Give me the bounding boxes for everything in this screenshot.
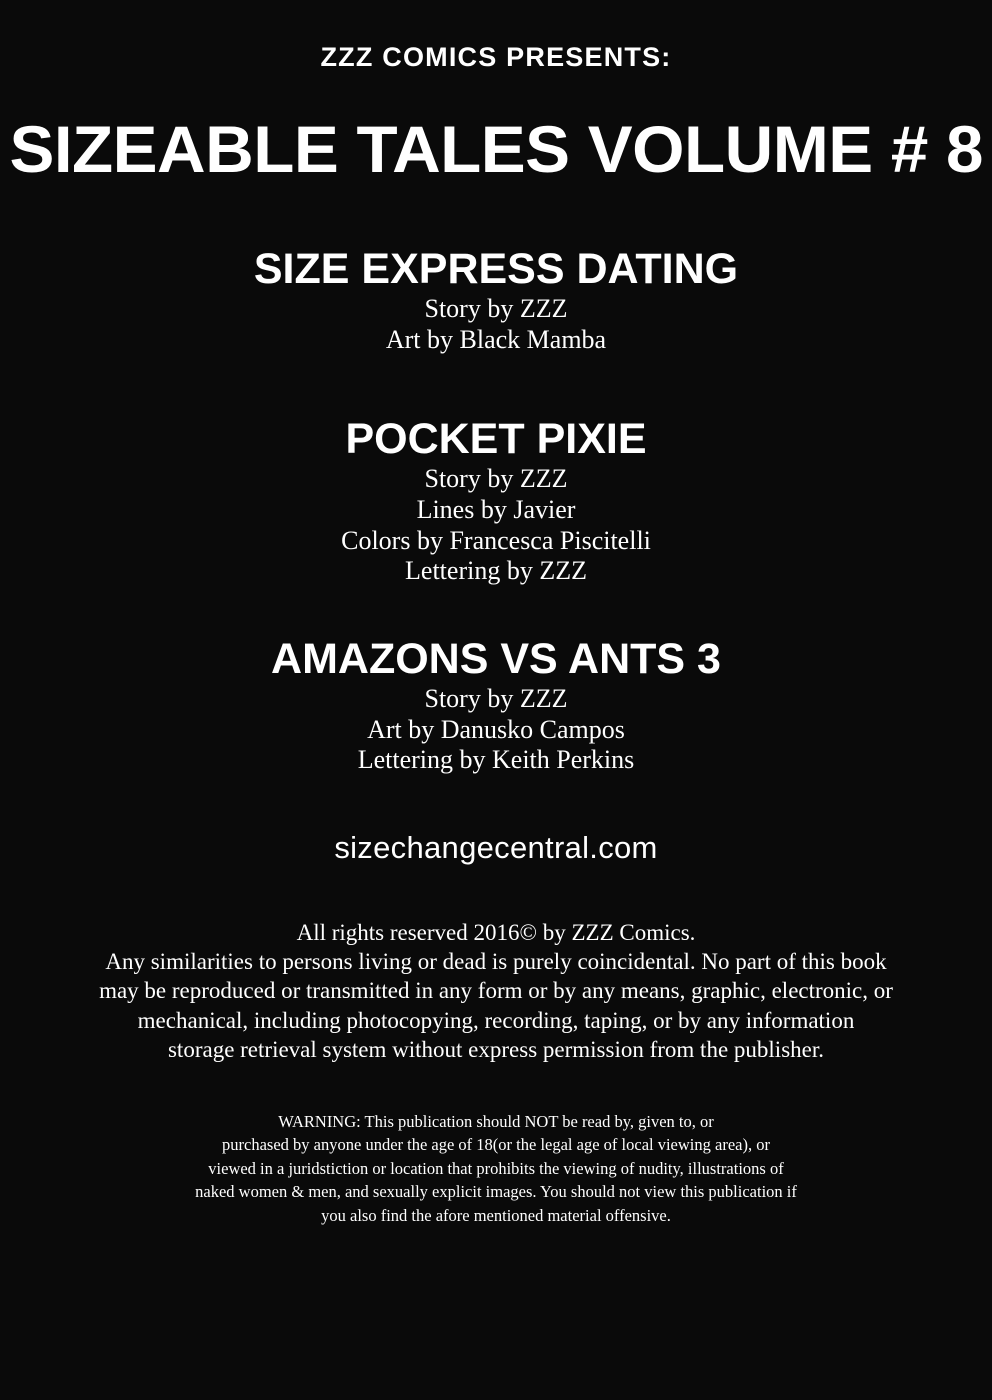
story-credits-block [0, 245, 992, 355]
credit-line: Story by ZZZ [424, 684, 568, 714]
age-warning-notice [146, 1110, 846, 1227]
copyright-line: may be reproduced or transmitted in any form or by any means, graphic, electronic, or [99, 978, 893, 1004]
warning-line: naked women & men, and sexually explicit images. You should not view this publication if [195, 1182, 797, 1202]
credit-line: Art by Black Mamba [385, 324, 607, 354]
copyright-line: All rights reserved 2016© by ZZZ Comics. [296, 920, 696, 946]
copyright-line: mechanical, including photocopying, recording, taping, or by any information [137, 1007, 855, 1033]
story-credits-block [0, 415, 992, 587]
credit-line: Story by ZZZ [424, 294, 568, 323]
story-credits-block [0, 635, 992, 776]
warning-line: WARNING: This publication should NOT be read by, given to, or [278, 1112, 714, 1132]
credit-line: Lettering by Keith Perkins [357, 745, 635, 775]
copyright-notice [66, 918, 926, 1064]
story-title: POCKET PIXIE [345, 415, 647, 464]
credit-line: Story by ZZZ [424, 464, 568, 494]
warning-line: viewed in a juridstiction or location that prohibits the viewing of nudity, illustrations of [208, 1158, 784, 1178]
copyright-line: storage retrieval system without express permission from the publisher. [167, 1036, 824, 1062]
story-title: SIZE EXPRESS DATING [253, 245, 739, 293]
warning-line: purchased by anyone under the age of 18(or the legal age of local viewing area), or [222, 1135, 770, 1155]
credit-line: Art by Danusko Campos [367, 714, 625, 744]
page-title: SIZEABLE TALES VOLUME # 8 [9, 112, 983, 186]
credit-line: Colors by Francesca Piscitelli [341, 525, 651, 555]
website-link[interactable]: sizechangecentral.com [334, 830, 658, 866]
copyright-line: Any similarities to persons living or dead is purely coincidental. No part of this book [105, 949, 887, 975]
warning-line: you also find the afore mentioned material offensive. [321, 1205, 671, 1225]
story-title: AMAZONS VS ANTS 3 [271, 635, 721, 684]
credit-line: Lettering by ZZZ [405, 556, 587, 586]
publisher-presents-line: ZZZ COMICS PRESENTS: [320, 42, 672, 72]
credit-line: Lines by Javier [416, 495, 576, 525]
